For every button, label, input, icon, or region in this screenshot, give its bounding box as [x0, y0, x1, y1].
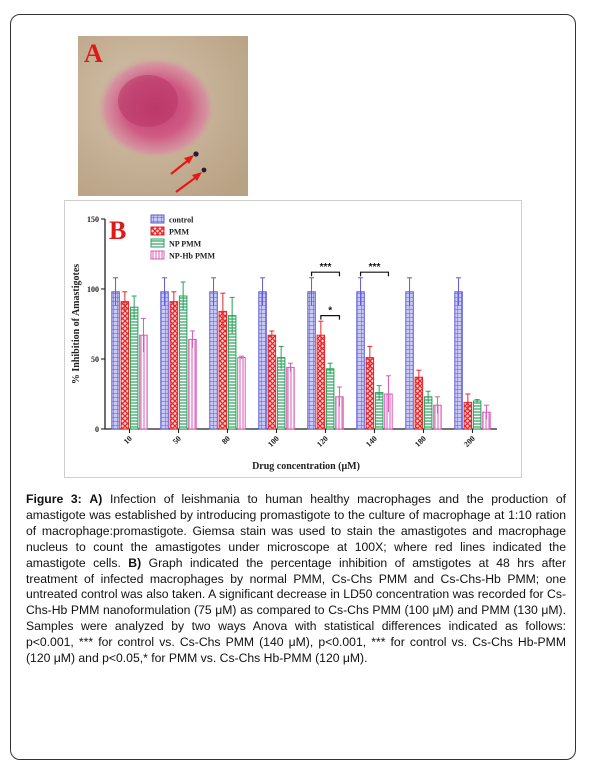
legend-label: control — [169, 215, 194, 225]
bar — [130, 307, 138, 429]
x-tick-label: 200 — [462, 434, 477, 449]
caption-b-label: B) — [128, 555, 142, 570]
bar — [121, 302, 129, 429]
legend-swatch — [151, 215, 164, 223]
x-tick-label: 100 — [266, 434, 281, 449]
x-tick-label: 120 — [315, 434, 330, 449]
bar — [210, 292, 218, 429]
bar — [473, 401, 481, 429]
caption-b-text: Graph indicated the percentage inhibition of amstigotes at 48 hrs after treatment of infected macrophages by normal PMM, Cs-Chs PMM and Cs-Chs-Hb PMM; one untreated control was also taken. A significant decrease in LD50 concentration was recorded for Cs-Chs-Hb PMM nanoformulation (75 μM) as compared to Cs-Chs PMM (100 μM) and PMM (130 μM). Samples were analyzed by two ways Anova with statistical differences indicated as follows: p<0.001, *** for control vs. Cs-Chs PMM (140 μM), p<0.001, *** for control vs. Cs-Chs Hb-PMM (120 μM) and p<0.05,* for PMM vs. Cs-Chs Hb-PMM (120 μM). — [26, 555, 566, 666]
bar — [455, 292, 463, 429]
bar — [406, 292, 414, 429]
y-tick-label: 50 — [91, 355, 99, 364]
bar — [287, 367, 295, 429]
bar — [238, 358, 246, 429]
y-axis-title: % Inhibition of Amastigotes — [71, 263, 82, 385]
microscopy-image — [78, 36, 248, 196]
bar — [326, 369, 334, 429]
panel-a-label: A — [84, 39, 103, 68]
y-tick-label: 100 — [87, 285, 99, 294]
panel-b-label: B — [109, 216, 127, 245]
bar — [112, 292, 120, 429]
x-tick-label: 80 — [219, 434, 232, 447]
bar — [308, 292, 316, 429]
x-tick-label: 140 — [364, 434, 379, 449]
bar — [161, 292, 169, 429]
y-tick-label: 0 — [95, 425, 99, 434]
legend-swatch — [151, 239, 164, 247]
bar — [268, 335, 276, 429]
caption-a-label: A) — [89, 492, 103, 506]
legend-label: NP PMM — [169, 239, 202, 249]
macrophage-nucleus — [118, 75, 178, 127]
figure-caption — [26, 492, 566, 667]
x-axis-title: Drug concentration (μM) — [252, 461, 360, 472]
chart-legend — [151, 215, 215, 261]
legend-swatch — [151, 227, 164, 235]
bar — [170, 302, 178, 429]
amastigote-dot-2 — [202, 168, 207, 173]
bar — [179, 296, 187, 429]
bar — [357, 292, 365, 429]
caption-a-text: Infection of leishmania to human healthy macrophages and the production of amastigote was established by introducing promastigote to the culture of macrophage at 1:10 ration of macrophage:promastigote. Giemsa stain was used to stain the amastigotes and macrophage nucleus to count the amastigotes under microscope at 100X; where red lines indicated the amastigote cells. — [26, 492, 566, 570]
legend-label: PMM — [169, 227, 189, 237]
significance-label: *** — [319, 262, 332, 274]
y-tick-label: 150 — [87, 215, 99, 224]
bar — [189, 339, 197, 429]
x-tick-label: 180 — [413, 434, 428, 449]
significance-label: *** — [368, 262, 381, 274]
legend-swatch — [151, 251, 164, 259]
x-tick-label: 10 — [121, 434, 134, 447]
caption-figure-label: Figure 3: — [26, 492, 82, 506]
bar — [415, 377, 423, 429]
legend-label: NP-Hb PMM — [169, 251, 215, 261]
significance-label: * — [328, 305, 333, 317]
amastigote-dot-1 — [193, 151, 198, 156]
bar — [317, 335, 325, 429]
x-tick-label: 50 — [170, 434, 183, 447]
bar — [259, 292, 267, 429]
bar-chart — [64, 200, 522, 478]
